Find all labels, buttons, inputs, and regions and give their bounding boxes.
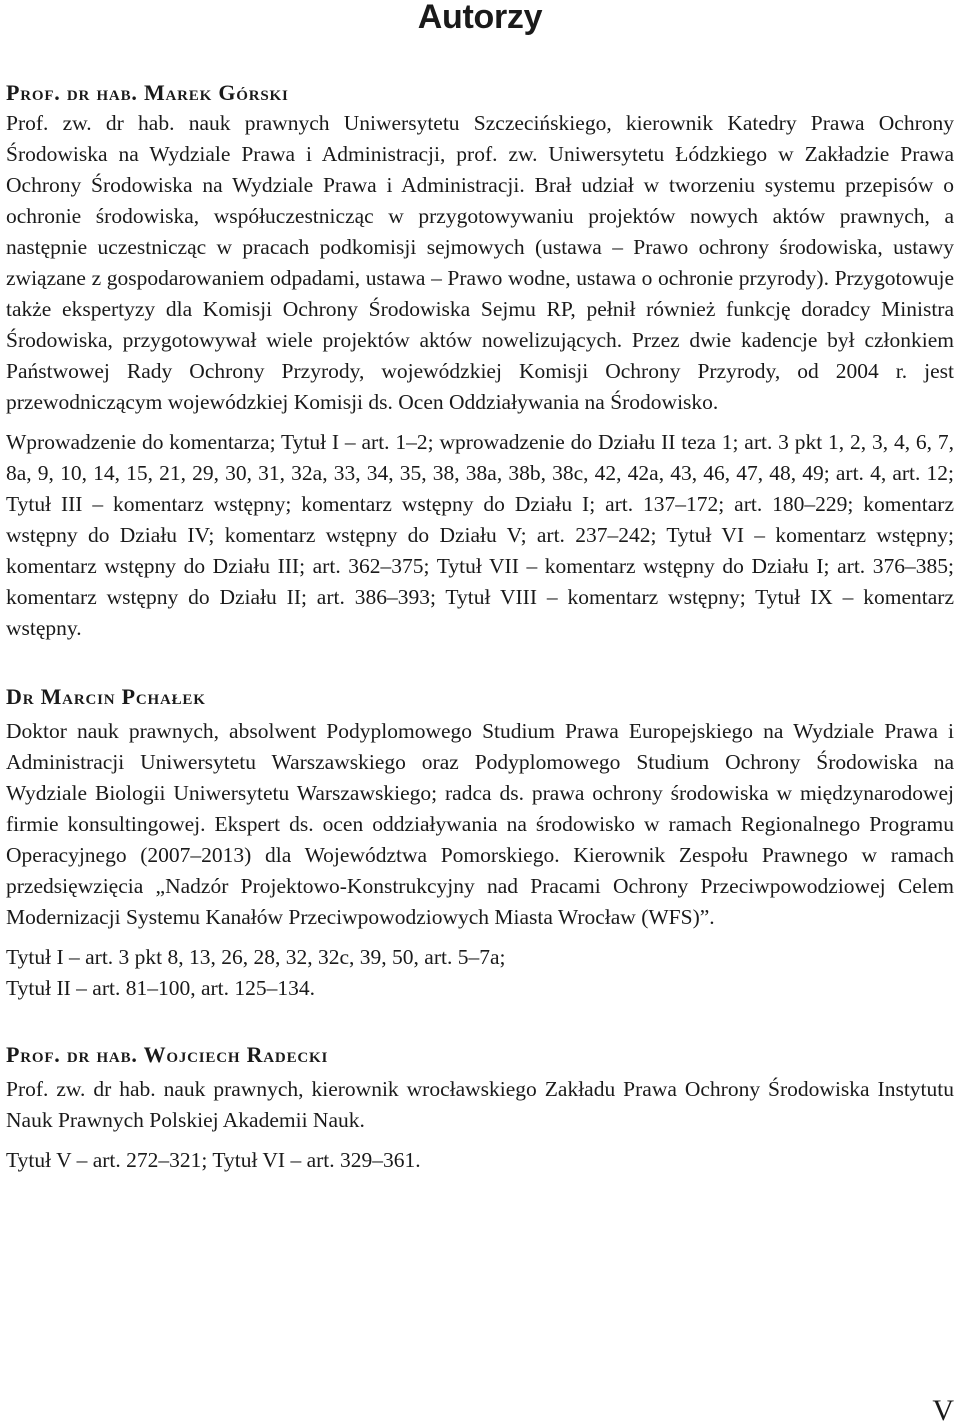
author-name: Prof. dr hab. Marek Górski xyxy=(6,80,289,105)
page-title: Autorzy xyxy=(417,0,543,36)
author-bio: Prof. zw. dr hab. nauk prawnych Uniwersytetu Szczecińskiego, kierownik Katedry Prawa Ochrony Środowiska na Wydziale Prawa i Administracji, prof. zw. Uniwersytetu Łódzkiego w Zakładzie Prawa Ochrony Środowiska na Wydziale Prawa i Administracji. Brał udział w tworzeniu systemu przepisów o ochronie środowiska, współuczestnicząc w przygotowywaniu projektów nowych aktów prawnych, a następnie uczestnicząc w pracach podkomisji sejmowych (ustawa – Prawo ochrony środowiska, ustawy związane z gospodarowaniem odpadami, ustawa – Prawo wodne, ustawa o ochronie przyrody). Przygotowuje także ekspertyzy dla Komisji Ochrony Środowiska Sejmu RP, pełnił również funkcję doradcy Ministra Środowiska, przygotowywał wiele projektów aktów nowelizujących. Przez dwie kadencje był członkiem Państwowej Rady Ochrony Przyrody, wojewódzkiej Komisji Ochrony Przyrody, od 2004 r. jest przewodniczącym wojewódzkiej Komisji ds. Ocen Oddziaływania na Środowisko. xyxy=(6,111,954,414)
author-name: Prof. dr hab. Wojciech Radecki xyxy=(6,1042,329,1067)
author-name: Dr Marcin Pchałek xyxy=(6,684,206,709)
author-contribution: Tytuł V – art. 272–321; Tytuł VI – art. 329–361. xyxy=(6,1148,421,1172)
page xyxy=(6,0,954,1176)
author-contribution-line: Tytuł II – art. 81–100, art. 125–134. xyxy=(6,976,315,1000)
author-bio: Prof. zw. dr hab. nauk prawnych, kierownik wrocławskiego Zakładu Prawa Ochrony Środowiska Instytutu Nauk Prawnych Polskiej Akademii Nauk. xyxy=(6,1077,954,1132)
author-section-gorski xyxy=(6,80,954,644)
page-number: V xyxy=(932,1394,954,1427)
author-contribution: Wprowadzenie do komentarza; Tytuł I – art. 1–2; wprowadzenie do Działu II teza 1; art. 3 pkt 1, 2, 3, 4, 6, 7, 8a, 9, 10, 14, 15, 21, 29, 30, 31, 32a, 33, 34, 35, 38, 38a, 38b, 38c, 42, 42a, 43, 46, 47, 48, 49; art. 4, art. 12; Tytuł III – komentarz wstępny; komentarz wstępny do Działu I; art. 137–172; art. 180–229; komentarz wstępny do Działu IV; komentarz wstępny do Działu V; art. 237–242; Tytuł VI – komentarz wstępny; komentarz wstępny do Działu III; art. 362–375; Tytuł VII – komentarz wstępny do Działu I; art. 376–385; komentarz wstępny do Działu II; art. 386–393; Tytuł VIII – komentarz wstępny; Tytuł IX – komentarz wstępny. xyxy=(6,430,954,640)
author-contribution-line: Tytuł I – art. 3 pkt 8, 13, 26, 28, 32, 32c, 39, 50, art. 5–7a; xyxy=(6,945,506,969)
author-bio: Doktor nauk prawnych, absolwent Podyplomowego Studium Prawa Europejskiego na Wydziale Prawa i Administracji Uniwersytetu Warszawskiego oraz Podyplomowego Studium Ochrony Środowiska na Wydziale Biologii Uniwersytetu Warszawskiego; radca ds. prawa ochrony środowiska w międzynarodowej firmie konsultingowej. Ekspert ds. ocen oddziaływania na środowisko w ramach Regionalnego Programu Operacyjnego (2007–2013) dla Województwa Pomorskiego. Kierownik Zespołu Prawnego w ramach przedsięwzięcia „Nadzór Projektowo-Konstrukcyjny nad Pracami Ochrony Przeciwpowodziowej Celem Modernizacji Systemu Kanałów Przeciwpowodziowych Miasta Wrocław (WFS)”. xyxy=(6,719,954,929)
author-section-pchalek xyxy=(6,684,954,1004)
author-section-radecki xyxy=(6,1042,954,1176)
author-contribution xyxy=(6,942,954,1004)
